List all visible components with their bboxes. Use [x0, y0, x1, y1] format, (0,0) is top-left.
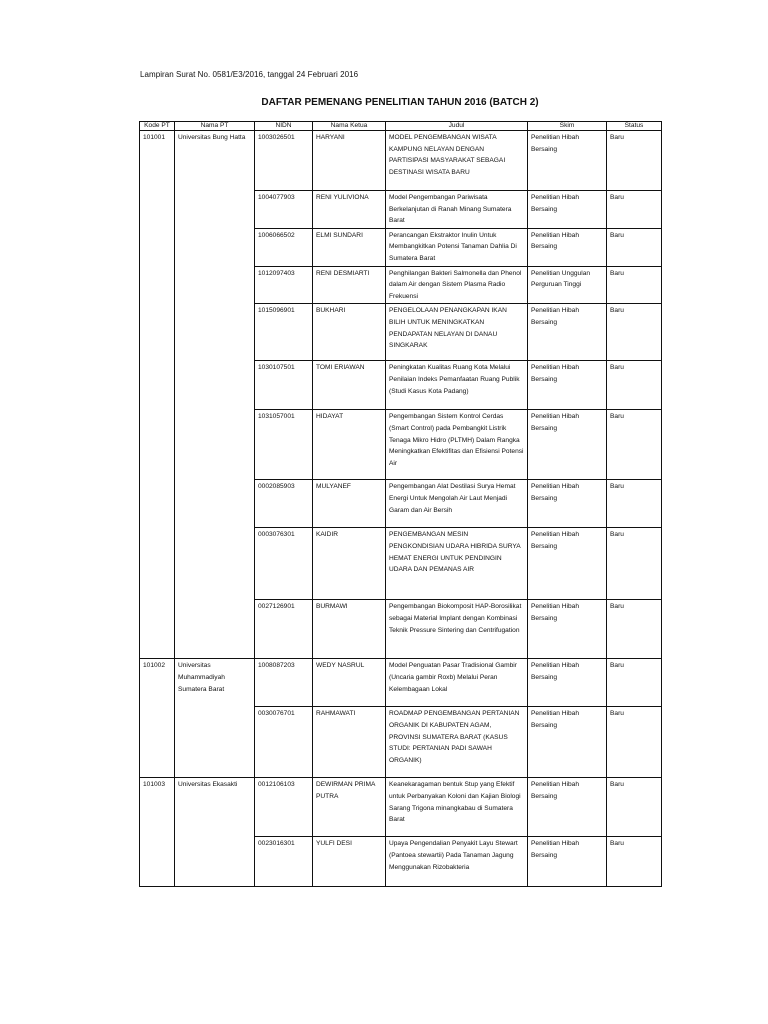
- cell-status: Baru: [607, 191, 662, 229]
- cell-nama-ketua: YULFI DESI: [313, 837, 386, 887]
- cell-judul: ROADMAP PENGEMBANGAN PERTANIAN ORGANIK DI KABUPATEN AGAM, PROVINSI SUMATERA BARAT (KASUS STUDI: PERTANIAN PADI SAWAH ORGANIK): [386, 707, 528, 778]
- cell-status: Baru: [607, 131, 662, 191]
- cell-judul: Perancangan Ekstraktor Inulin Untuk Membangkitkan Potensi Tanaman Dahlia Di Sumatera Barat: [386, 228, 528, 266]
- col-header-judul: Judul: [386, 122, 528, 131]
- winners-table: [139, 121, 662, 887]
- cell-skim: Penelitian Hibah Bersaing: [528, 837, 607, 887]
- col-header-nama-pt: Nama PT: [175, 122, 255, 131]
- cell-judul: PENGEMBANGAN MESIN PENGKONDISIAN UDARA HIBRIDA SURYA HEMAT ENERGI UNTUK PENDINGIN UDARA DAN PEMANAS AIR: [386, 528, 528, 600]
- cell-nama-ketua: DEWIRMAN PRIMA PUTRA: [313, 778, 386, 837]
- cell-skim: Penelitian Hibah Bersaing: [528, 707, 607, 778]
- cell-skim: Penelitian Hibah Bersaing: [528, 228, 607, 266]
- cell-nama-ketua: BUKHARI: [313, 304, 386, 361]
- cell-nidn: 0030076701: [255, 707, 313, 778]
- cell-skim: Penelitian Hibah Bersaing: [528, 131, 607, 191]
- cell-judul: Pengembangan Biokomposit HAP-Borosilikat sebagai Material Implant dengan Kombinasi Teknik Pressure Sintering dan Centrifugation: [386, 600, 528, 659]
- cell-status: Baru: [607, 228, 662, 266]
- cell-skim: Penelitian Hibah Bersaing: [528, 659, 607, 707]
- col-header-kode-pt: Kode PT: [140, 122, 175, 131]
- cell-kode-pt: 101003: [140, 778, 175, 887]
- cell-kode-pt: 101002: [140, 659, 175, 778]
- col-header-skim: Skim: [528, 122, 607, 131]
- cell-skim: Penelitian Hibah Bersaing: [528, 600, 607, 659]
- cell-nidn: 0027126901: [255, 600, 313, 659]
- cell-status: Baru: [607, 837, 662, 887]
- cell-nama-ketua: RAHMAWATI: [313, 707, 386, 778]
- cell-status: Baru: [607, 266, 662, 304]
- cell-nidn: 1003026501: [255, 131, 313, 191]
- cell-nidn: 0003076301: [255, 528, 313, 600]
- document-title: DAFTAR PEMENANG PENELITIAN TAHUN 2016 (BATCH 2): [261, 97, 539, 108]
- col-header-status: Status: [607, 122, 662, 131]
- table-header-row: [140, 122, 662, 131]
- cell-skim: Penelitian Hibah Bersaing: [528, 410, 607, 480]
- cell-nama-pt: Universitas Ekasakti: [175, 778, 255, 887]
- cell-nama-ketua: HIDAYAT: [313, 410, 386, 480]
- cell-nidn: 1031057001: [255, 410, 313, 480]
- col-header-nama-ketua: Nama Ketua: [313, 122, 386, 131]
- table-row: [140, 131, 662, 191]
- cell-skim: Penelitian Hibah Bersaing: [528, 304, 607, 361]
- cell-kode-pt: 101001: [140, 131, 175, 659]
- cell-judul: Model Penguatan Pasar Tradisional Gambir (Uncaria gambir Roxb) Melalui Peran Kelembagaan Lokal: [386, 659, 528, 707]
- cell-nama-ketua: WEDY NASRUL: [313, 659, 386, 707]
- cell-nidn: 1030107501: [255, 361, 313, 410]
- cell-judul: Penghilangan Bakteri Salmonella dan Phenol dalam Air dengan Sistem Plasma Radio Frekuensi: [386, 266, 528, 304]
- cell-status: Baru: [607, 600, 662, 659]
- cell-nama-ketua: TOMI ERIAWAN: [313, 361, 386, 410]
- cell-judul: Model Pengembangan Pariwisata Berkelanjutan di Ranah Minang Sumatera Barat: [386, 191, 528, 229]
- cell-skim: Penelitian Hibah Bersaing: [528, 361, 607, 410]
- cell-status: Baru: [607, 304, 662, 361]
- cell-status: Baru: [607, 410, 662, 480]
- cell-nidn: 1004077903: [255, 191, 313, 229]
- cell-judul: Upaya Pengendalian Penyakit Layu Stewart (Pantoea stewartii) Pada Tanaman Jagung Menggunakan Rizobakteria: [386, 837, 528, 887]
- cell-nama-ketua: ELMI SUNDARI: [313, 228, 386, 266]
- cell-status: Baru: [607, 528, 662, 600]
- cell-nama-ketua: RENI YULIVIONA: [313, 191, 386, 229]
- cell-status: Baru: [607, 659, 662, 707]
- table-row: [140, 778, 662, 837]
- lampiran-reference: Lampiran Surat No. 0581/E3/2016, tanggal 24 Februari 2016: [140, 70, 359, 79]
- cell-status: Baru: [607, 361, 662, 410]
- cell-nidn: 1006066502: [255, 228, 313, 266]
- cell-judul: Pengembangan Sistem Kontrol Cerdas (Smart Control) pada Pembangkit Listrik Tenaga Mikro Hidro (PLTMH) Dalam Rangka Meningkatkan Efektifitas dan Efisiensi Potensi Air: [386, 410, 528, 480]
- cell-skim: Penelitian Unggulan Perguruan Tinggi: [528, 266, 607, 304]
- cell-nidn: 1015096901: [255, 304, 313, 361]
- cell-nidn: 1012097403: [255, 266, 313, 304]
- cell-nama-ketua: KAIDIR: [313, 528, 386, 600]
- cell-skim: Penelitian Hibah Bersaing: [528, 778, 607, 837]
- cell-nama-ketua: BURMAWI: [313, 600, 386, 659]
- cell-skim: Penelitian Hibah Bersaing: [528, 480, 607, 528]
- cell-judul: MODEL PENGEMBANGAN WISATA KAMPUNG NELAYAN DENGAN PARTISIPASI MASYARAKAT SEBAGAI DESTINASI WISATA BARU: [386, 131, 528, 191]
- cell-nama-pt: Universitas Muhammadiyah Sumatera Barat: [175, 659, 255, 778]
- cell-nidn: 0023016301: [255, 837, 313, 887]
- cell-nama-ketua: HARYANI: [313, 131, 386, 191]
- table-row: [140, 659, 662, 707]
- table-body: [140, 131, 662, 887]
- cell-nidn: 0002085903: [255, 480, 313, 528]
- cell-nidn: 1008087203: [255, 659, 313, 707]
- cell-nama-ketua: MULYANEF: [313, 480, 386, 528]
- cell-skim: Penelitian Hibah Bersaing: [528, 191, 607, 229]
- cell-status: Baru: [607, 707, 662, 778]
- cell-nama-ketua: RENI DESMIARTI: [313, 266, 386, 304]
- cell-status: Baru: [607, 480, 662, 528]
- cell-skim: Penelitian Hibah Bersaing: [528, 528, 607, 600]
- cell-nidn: 0012106103: [255, 778, 313, 837]
- col-header-nidn: NIDN: [255, 122, 313, 131]
- cell-judul: Keanekaragaman bentuk Stup yang Efektif untuk Perbanyakan Koloni dan Kajian Biologi Sarang Trigona minangkabau di Sumatera Barat: [386, 778, 528, 837]
- cell-nama-pt: Universitas Bung Hatta: [175, 131, 255, 659]
- cell-judul: Peningkatan Kualitas Ruang Kota Melalui Penilaian Indeks Pemanfaatan Ruang Publik (Studi Kasus Kota Padang): [386, 361, 528, 410]
- cell-judul: PENGELOLAAN PENANGKAPAN IKAN BILIH UNTUK MENINGKATKAN PENDAPATAN NELAYAN DI DANAU SINGKARAK: [386, 304, 528, 361]
- cell-status: Baru: [607, 778, 662, 837]
- cell-judul: Pengembangan Alat Destilasi Surya Hemat Energi Untuk Mengolah Air Laut Menjadi Garam dan Air Bersih: [386, 480, 528, 528]
